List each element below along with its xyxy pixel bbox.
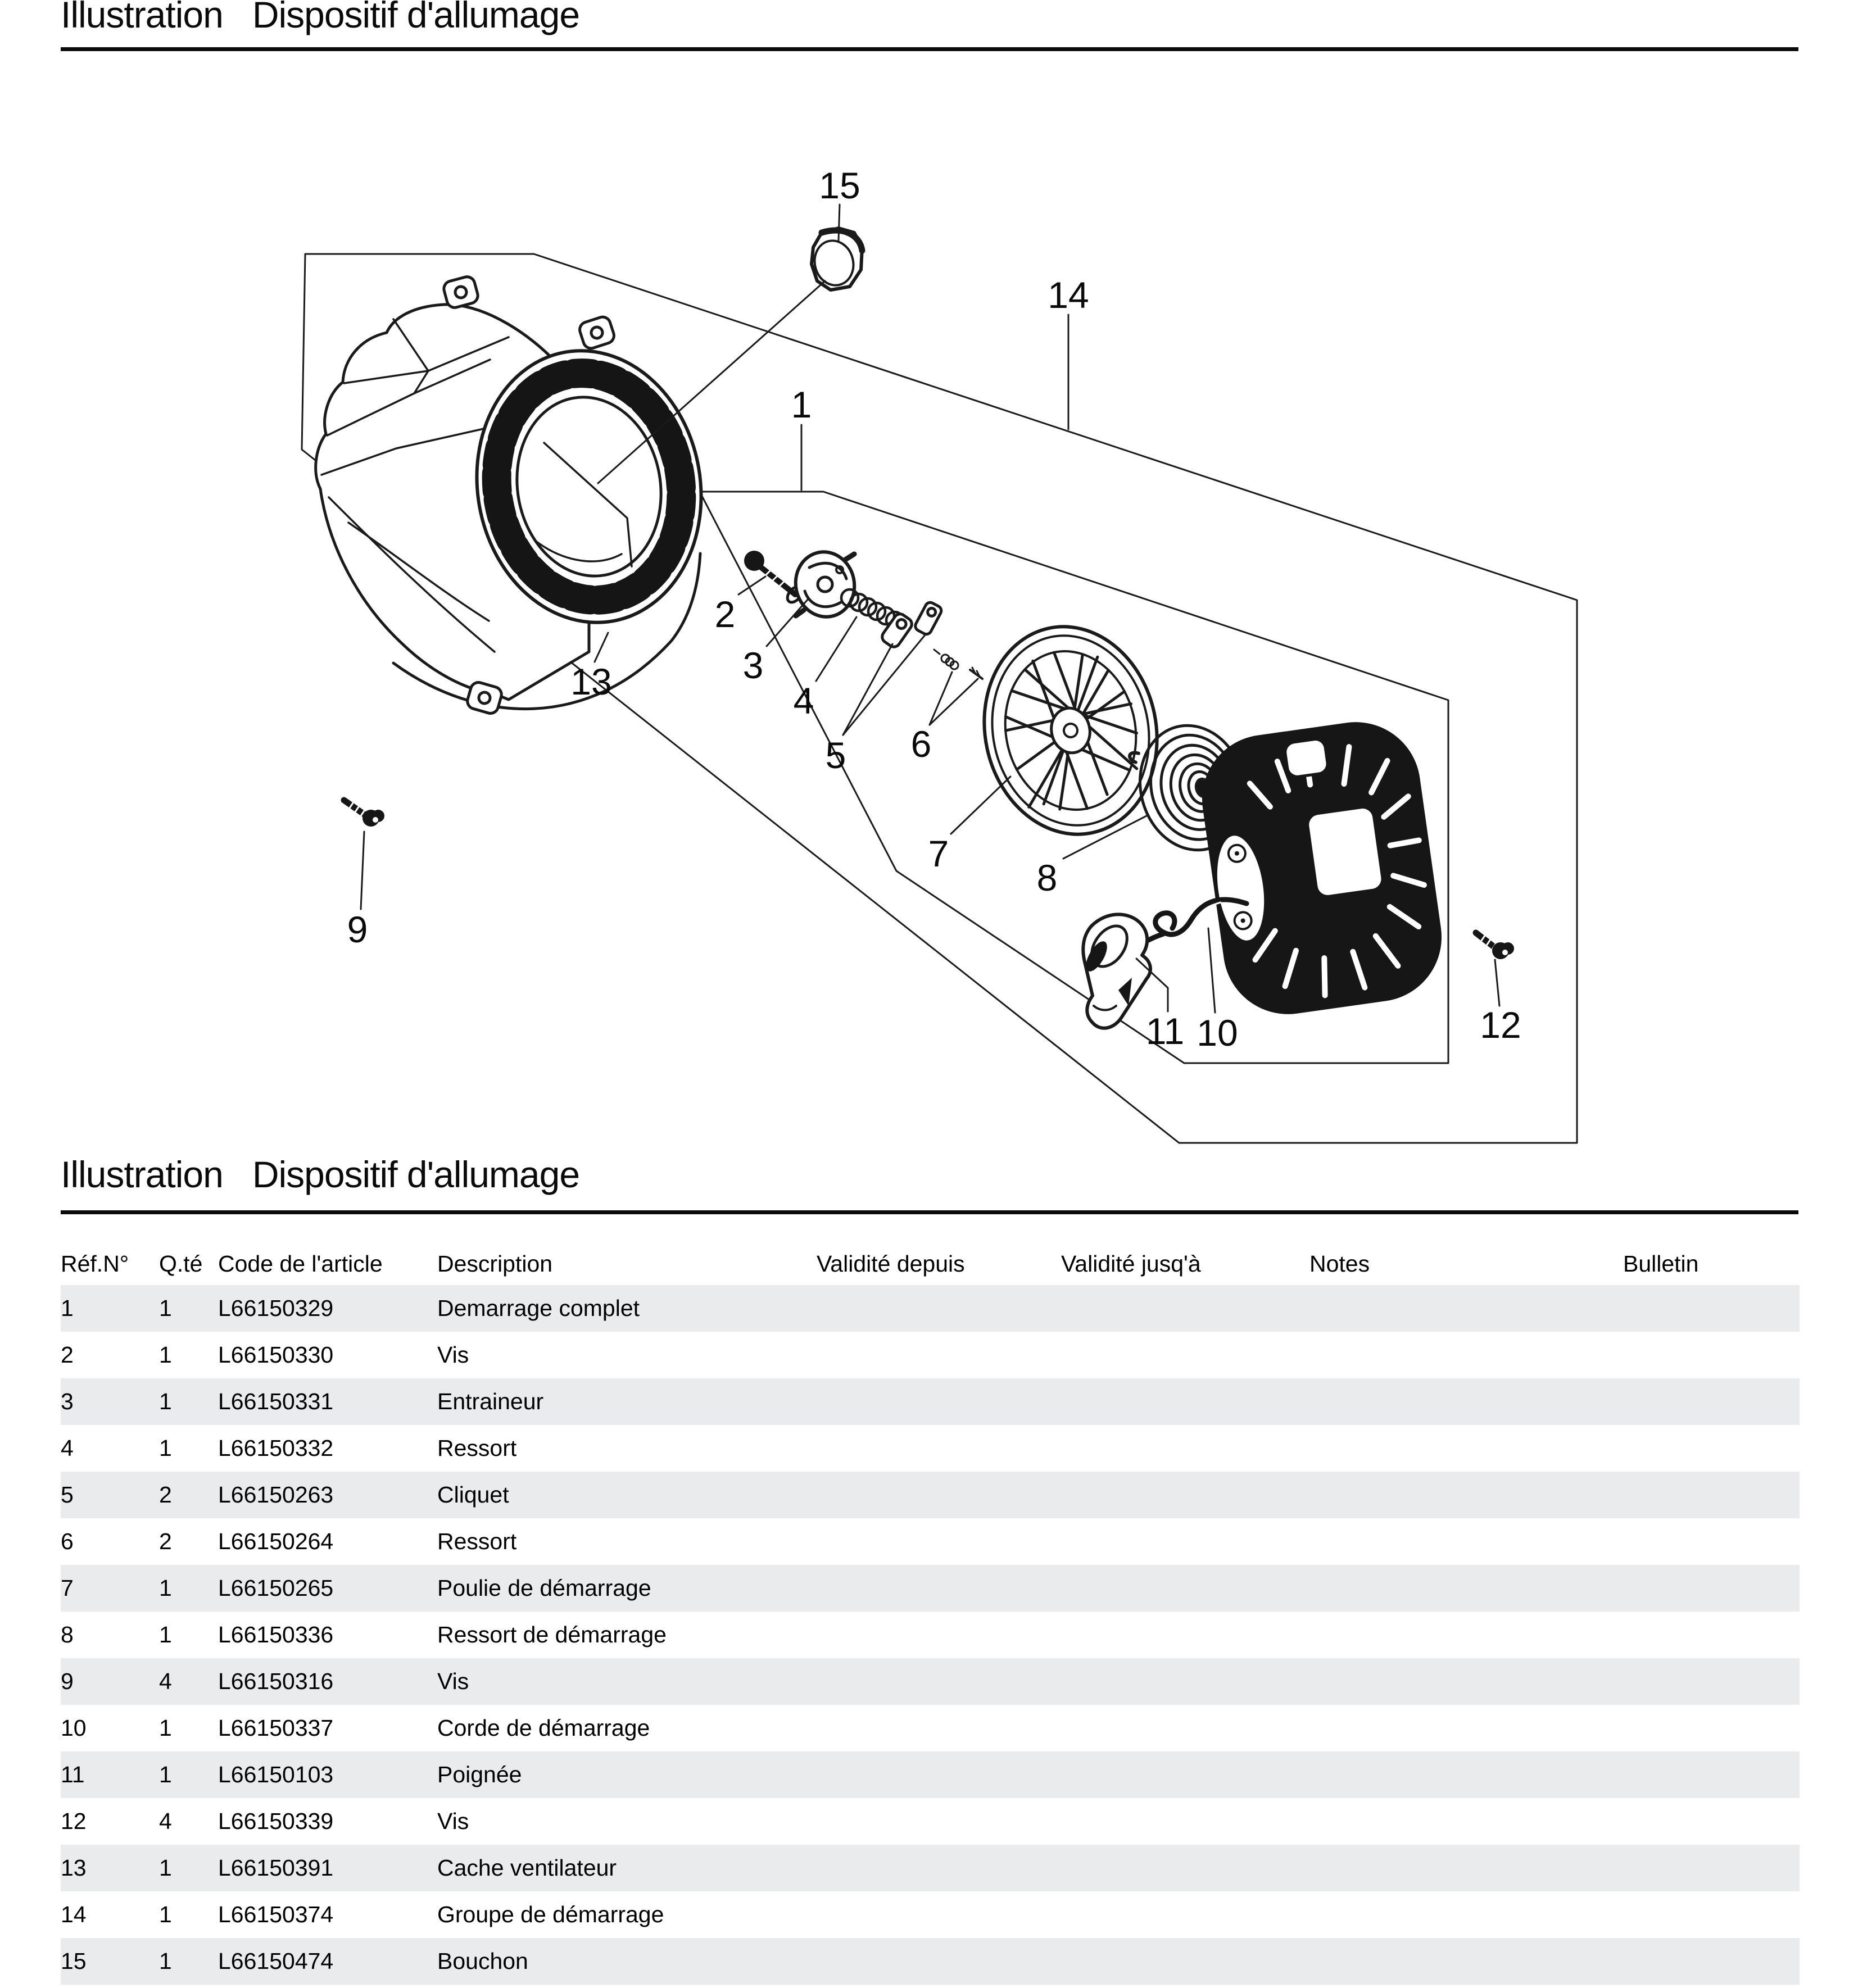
fan-cover [316,275,722,715]
cell-ref: 5 [61,1482,74,1508]
cell-desc: Vis [437,1808,469,1834]
section-title-label: Illustration [61,1154,223,1195]
header-bulletin: Bulletin [1623,1251,1699,1277]
cell-code: L66150339 [218,1808,334,1834]
table-row [61,1751,1800,1798]
callout-2: 2 [714,593,736,635]
cell-code: L66150329 [218,1295,334,1321]
cell-qty: 1 [159,1295,172,1321]
cell-desc: Bouchon [437,1948,528,1974]
cell-ref: 14 [61,1901,87,1927]
cell-code: L66150336 [218,1622,334,1647]
callout-13: 13 [570,661,612,702]
cell-desc: Entraineur [437,1388,544,1414]
cap-bouchon [810,228,862,290]
header-desc: Description [437,1251,553,1277]
cell-ref: 4 [61,1435,74,1461]
cell-qty: 1 [159,1342,172,1368]
header-valid-from: Validité depuis [817,1251,965,1277]
callout-11: 11 [1145,1010,1185,1052]
header-qty: Q.té [159,1251,203,1277]
screw-12 [1476,933,1514,959]
cell-ref: 11 [61,1762,85,1787]
cell-qty: 1 [159,1388,172,1414]
cell-qty: 1 [159,1855,172,1881]
section-title-subject: Dispositif d'allumage [252,1154,580,1195]
starter-pulley [966,610,1176,850]
cell-desc: Demarrage complet [437,1295,640,1321]
header-valid-to: Validité jusq'à [1061,1251,1201,1277]
page-title-subject: Dispositif d'allumage [252,0,580,35]
callout-9: 9 [347,909,368,950]
cell-qty: 1 [159,1622,172,1647]
table-row [61,1565,1800,1612]
callout-12: 12 [1480,1004,1521,1046]
table-row [61,1845,1800,1891]
cell-code: L66150103 [218,1762,334,1787]
header-ref: Réf.N° [61,1251,129,1277]
page-title-label: Illustration [61,0,223,35]
cell-qty: 1 [159,1435,172,1461]
cell-code: L66150263 [218,1482,334,1508]
callout-8: 8 [1036,857,1058,898]
cell-ref: 8 [61,1622,74,1647]
cell-code: L66150265 [218,1575,334,1601]
cell-ref: 10 [61,1715,87,1741]
callout-1: 1 [791,384,812,425]
cell-desc: Cliquet [437,1482,509,1508]
section-title [61,1153,579,1196]
cell-code: L66150474 [218,1948,334,1974]
table-row [61,1285,1800,1332]
callout-15: 15 [819,165,860,206]
fan-cover-tab-icon [442,275,480,310]
cell-qty: 1 [159,1948,172,1974]
callout-14: 14 [1048,274,1089,316]
table-row [61,1612,1800,1658]
cell-code: L66150374 [218,1901,334,1927]
cell-desc: Vis [437,1668,469,1694]
table-row [61,1938,1800,1985]
cell-qty: 2 [159,1528,172,1554]
cell-desc: Vis [437,1342,469,1368]
cell-ref: 2 [61,1342,74,1368]
table-row [61,1705,1800,1751]
cell-code: L66150391 [218,1855,334,1881]
starter-driver [790,546,860,622]
callout-4: 4 [793,680,814,721]
cell-qty: 1 [159,1901,172,1927]
cell-desc: Ressort [437,1435,517,1461]
cell-ref: 7 [61,1575,74,1601]
cell-code: L66150264 [218,1528,334,1554]
cell-desc: Ressort [437,1528,517,1554]
cell-qty: 1 [159,1762,172,1787]
table-row [61,1378,1800,1425]
callout-7: 7 [928,833,949,874]
table-row [61,1332,1800,1378]
cell-qty: 1 [159,1575,172,1601]
table-row [61,1891,1800,1938]
callout-6: 6 [910,723,932,765]
cell-qty: 4 [159,1668,172,1694]
header-notes: Notes [1309,1251,1370,1277]
cell-desc: Poulie de démarrage [437,1575,651,1601]
starter-handle [1082,914,1150,1028]
screw-9 [344,800,384,827]
cell-qty: 4 [159,1808,172,1834]
cell-desc: Cache ventilateur [437,1855,617,1881]
cell-desc: Groupe de démarrage [437,1901,664,1927]
table-row [61,1798,1800,1845]
cell-ref: 15 [61,1948,87,1974]
cell-ref: 12 [61,1808,87,1834]
table-row [61,1425,1800,1472]
cell-ref: 13 [61,1855,87,1881]
table-row [61,1658,1800,1705]
small-springs [934,650,982,679]
cell-desc: Poignée [437,1762,522,1787]
callout-10: 10 [1197,1012,1238,1054]
cell-desc: Ressort de démarrage [437,1622,667,1647]
table-row [61,1472,1800,1518]
cell-code: L66150330 [218,1342,334,1368]
cell-code: L66150331 [218,1388,334,1414]
cell-desc: Corde de démarrage [437,1715,650,1741]
cell-qty: 1 [159,1715,172,1741]
cell-ref: 3 [61,1388,74,1414]
cell-qty: 2 [159,1482,172,1508]
header-code: Code de l'article [218,1251,383,1277]
cell-ref: 6 [61,1528,74,1554]
cell-ref: 9 [61,1668,74,1694]
callout-5: 5 [825,734,846,776]
cell-ref: 1 [61,1295,74,1321]
cell-code: L66150316 [218,1668,334,1694]
cell-code: L66150337 [218,1715,334,1741]
starter-housing [1194,714,1450,1022]
callout-3: 3 [742,644,764,686]
cell-code: L66150332 [218,1435,334,1461]
section-rule [61,1210,1798,1214]
parts-table [61,1285,1800,1985]
parts-table-header [61,1234,1800,1285]
table-row [61,1518,1800,1565]
